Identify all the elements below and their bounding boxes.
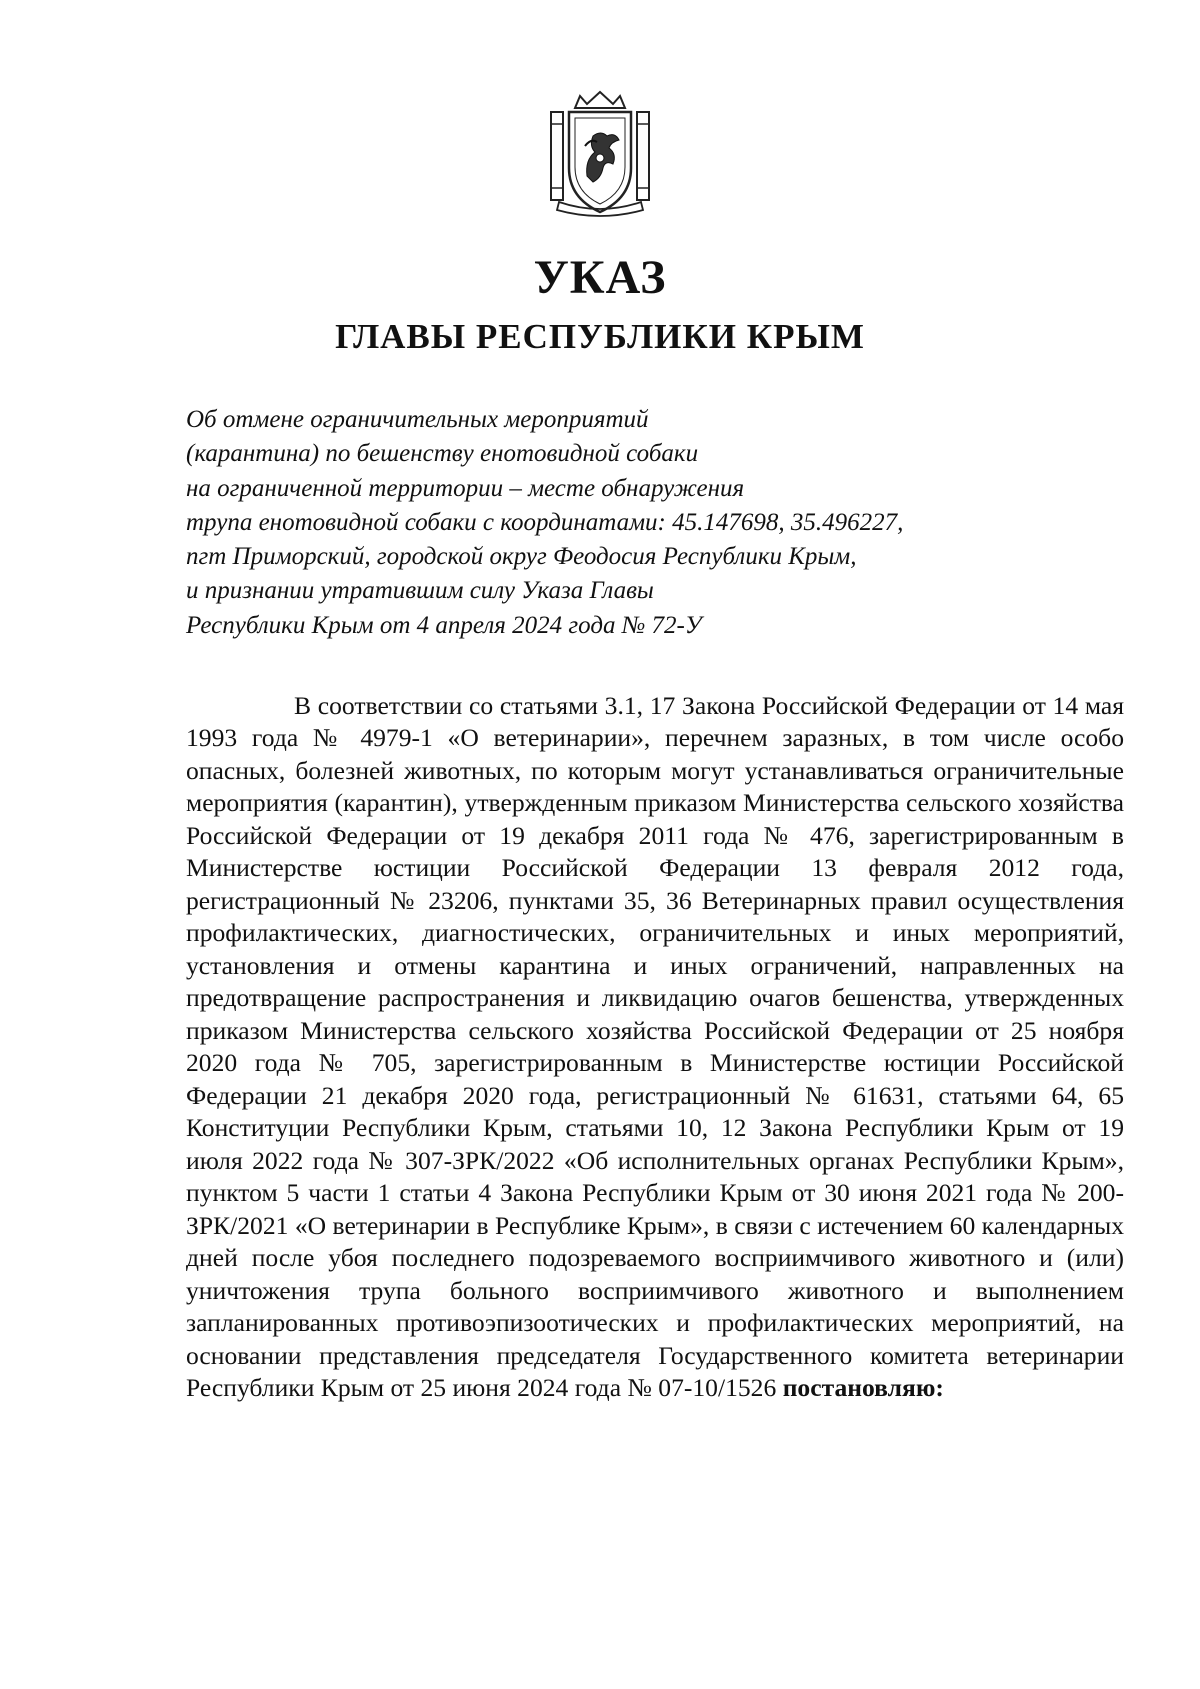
subject-line: трупа енотовидной собаки с координатами: 45.147698, 35.496227, — [186, 508, 904, 536]
document-title: УКАЗ — [533, 251, 667, 304]
crimea-coat-of-arms-icon — [545, 90, 655, 220]
body-paragraph — [186, 690, 1124, 1405]
subject-line: на ограниченной территории – месте обнаружения — [186, 474, 745, 502]
subject-line: Об отмене ограничительных мероприятий — [186, 406, 649, 433]
subject-line: и признании утратившим силу Указа Главы — [186, 577, 654, 605]
subject-line: (карантина) по бешенству енотовидной собаки — [186, 440, 699, 468]
document-subtitle: ГЛАВЫ РЕСПУБЛИКИ КРЫМ — [335, 317, 865, 356]
document-subject — [186, 403, 1006, 643]
subject-line: пгт Приморский, городской округ Феодосия Республики Крым, — [186, 543, 857, 571]
body-paragraph-text: В соответствии со статьями 3.1, 17 Закона Российской Федерации от 14 мая 1993 года № 4979-1 «О ветеринарии», перечнем заразных, в том числе особо опасных, болезней животных, по которым могут устанавливаться ограничительные мероприятия (карантин), утвержденным приказом Министерства сельского хозяйства Российской Федерации от 19 декабря 2011 года № 476, зарегистрированным в Министерстве юстиции Российской Федерации 13 февраля 2012 года, регистрационный № 23206, пунктами 35, 36 Ветеринарных правил осуществления профилактических, диагностических, ограничительных и иных мероприятий, установления и отмены карантина и иных ограничений, направленных на предотвращение распространения и ликвидацию очагов бешенства, утвержденных приказом Министерства сельского хозяйства Российской Федерации от 25 ноября 2020 года № 705, зарегистрированным в Министерстве юстиции Российской Федерации 21 декабря 2020 года, регистрационный № 61631, статьями 64, 65 Конституции Республики Крым, статьями 10, 12 Закона Республики Крым от 19 июля 2022 года № 307-ЗРК/2022 «Об исполнительных органах Республики Крым», пунктом 5 части 1 статьи 4 Закона Республики Крым от 30 июня 2021 года № 200-ЗРК/2021 «О ветеринарии в Республике Крым», в связи с истечением 60 календарных дней после убоя последнего подозреваемого восприимчивого животного и (или) уничтожения трупа больного восприимчивого животного и выполнением запланированных противоэпизоотических и профилактических мероприятий, на основании представления председателя Государственного комитета ветеринарии Республики Крым от 25 июня 2024 года № 07-10/1526 — [186, 690, 1124, 1403]
decree-word: постановляю: — [782, 1373, 944, 1403]
subject-line: Республики Крым от 4 апреля 2024 года № 72-У — [186, 611, 702, 639]
